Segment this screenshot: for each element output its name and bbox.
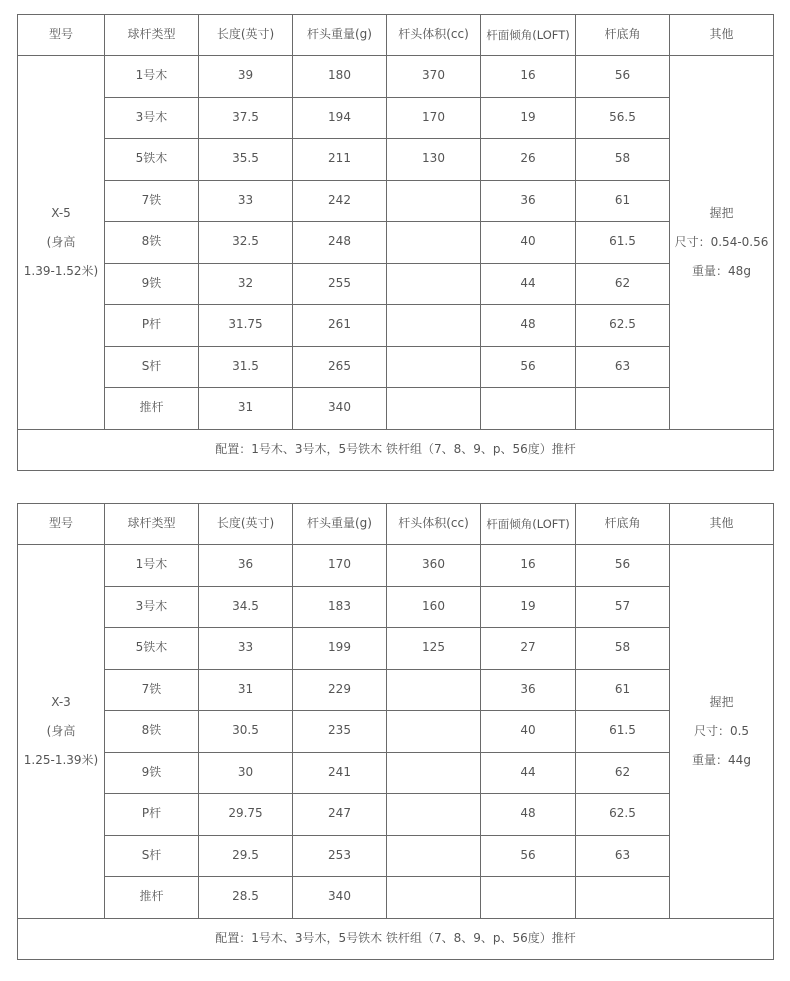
club-type-cell: P杆 — [105, 794, 199, 836]
lie-angle-cell: 58 — [576, 139, 670, 181]
head-volume-cell — [387, 794, 481, 836]
head-weight-cell: 248 — [293, 222, 387, 264]
head-weight-cell: 199 — [293, 628, 387, 670]
club-type-cell: 7铁 — [105, 180, 199, 222]
length-cell: 34.5 — [199, 586, 293, 628]
head-volume-cell: 130 — [387, 139, 481, 181]
header-head-volume: 杆头体积(cc) — [387, 15, 481, 56]
length-cell: 32 — [199, 263, 293, 305]
club-type-cell: 1号木 — [105, 545, 199, 587]
loft-cell — [481, 877, 576, 919]
lie-angle-cell: 61.5 — [576, 711, 670, 753]
lie-angle-cell: 62 — [576, 752, 670, 794]
header-club-type: 球杆类型 — [105, 15, 199, 56]
header-head-weight: 杆头重量(g) — [293, 504, 387, 545]
loft-cell: 40 — [481, 222, 576, 264]
head-volume-cell: 170 — [387, 97, 481, 139]
loft-cell: 56 — [481, 835, 576, 877]
head-volume-cell: 160 — [387, 586, 481, 628]
head-weight-cell: 235 — [293, 711, 387, 753]
table-row — [18, 628, 774, 670]
head-weight-cell: 183 — [293, 586, 387, 628]
height-range: 1.25-1.39米) — [23, 752, 99, 767]
head-volume-cell — [387, 835, 481, 877]
header-model: 型号 — [18, 15, 105, 56]
table-row — [18, 305, 774, 347]
table-row — [18, 263, 774, 305]
grip-cell — [670, 545, 774, 919]
loft-cell: 56 — [481, 346, 576, 388]
club-type-cell: 3号木 — [105, 97, 199, 139]
length-cell: 33 — [199, 180, 293, 222]
loft-cell: 16 — [481, 545, 576, 587]
length-cell: 39 — [199, 56, 293, 98]
head-volume-cell — [387, 752, 481, 794]
club-type-cell: 3号木 — [105, 586, 199, 628]
loft-cell: 44 — [481, 263, 576, 305]
table-row — [18, 139, 774, 181]
lie-angle-cell: 62 — [576, 263, 670, 305]
height-label: (身高 — [46, 723, 76, 738]
head-weight-cell: 265 — [293, 346, 387, 388]
head-weight-cell: 229 — [293, 669, 387, 711]
lie-angle-cell: 57 — [576, 586, 670, 628]
head-volume-cell: 125 — [387, 628, 481, 670]
length-cell: 31.75 — [199, 305, 293, 347]
header-head-volume: 杆头体积(cc) — [387, 504, 481, 545]
loft-cell — [481, 388, 576, 430]
lie-angle-cell: 56 — [576, 56, 670, 98]
head-volume-cell — [387, 346, 481, 388]
table-row — [18, 711, 774, 753]
loft-cell: 27 — [481, 628, 576, 670]
header-lie-angle: 杆底角 — [576, 504, 670, 545]
table-row — [18, 545, 774, 587]
club-type-cell: 9铁 — [105, 263, 199, 305]
club-type-cell: S杆 — [105, 346, 199, 388]
length-cell: 31 — [199, 669, 293, 711]
length-cell: 33 — [199, 628, 293, 670]
table-row — [18, 877, 774, 919]
head-volume-cell — [387, 305, 481, 347]
config-row — [18, 429, 774, 470]
loft-cell: 26 — [481, 139, 576, 181]
lie-angle-cell — [576, 877, 670, 919]
lie-angle-cell: 63 — [576, 835, 670, 877]
table-row — [18, 835, 774, 877]
loft-cell: 36 — [481, 669, 576, 711]
lie-angle-cell: 63 — [576, 346, 670, 388]
length-cell: 32.5 — [199, 222, 293, 264]
club-type-cell: 5铁木 — [105, 628, 199, 670]
table-row — [18, 586, 774, 628]
head-weight-cell: 261 — [293, 305, 387, 347]
table-row — [18, 56, 774, 98]
table-row — [18, 180, 774, 222]
head-volume-cell — [387, 222, 481, 264]
length-cell: 28.5 — [199, 877, 293, 919]
club-type-cell: 7铁 — [105, 669, 199, 711]
lie-angle-cell: 58 — [576, 628, 670, 670]
header-lie-angle: 杆底角 — [576, 15, 670, 56]
loft-cell: 44 — [481, 752, 576, 794]
lie-angle-cell: 61.5 — [576, 222, 670, 264]
head-volume-cell — [387, 180, 481, 222]
head-weight-cell: 170 — [293, 545, 387, 587]
table-row — [18, 388, 774, 430]
head-volume-cell: 360 — [387, 545, 481, 587]
header-club-type: 球杆类型 — [105, 504, 199, 545]
head-weight-cell: 242 — [293, 180, 387, 222]
loft-cell: 19 — [481, 97, 576, 139]
head-weight-cell: 340 — [293, 388, 387, 430]
config-row — [18, 918, 774, 959]
table-row — [18, 752, 774, 794]
lie-angle-cell: 61 — [576, 180, 670, 222]
grip-weight: 重量：44g — [692, 752, 751, 767]
grip-weight: 重量：48g — [692, 263, 751, 278]
length-cell: 31.5 — [199, 346, 293, 388]
head-volume-cell — [387, 263, 481, 305]
loft-cell: 48 — [481, 794, 576, 836]
length-cell: 36 — [199, 545, 293, 587]
length-cell: 35.5 — [199, 139, 293, 181]
spec-table-x3 — [17, 503, 774, 960]
club-type-cell: 推杆 — [105, 388, 199, 430]
model-cell — [18, 545, 105, 919]
grip-size: 尺寸：0.54-0.56 — [674, 234, 769, 249]
lie-angle-cell: 56 — [576, 545, 670, 587]
lie-angle-cell — [576, 388, 670, 430]
header-length: 长度(英寸) — [199, 15, 293, 56]
head-volume-cell: 370 — [387, 56, 481, 98]
club-type-cell: 1号木 — [105, 56, 199, 98]
loft-cell: 40 — [481, 711, 576, 753]
spec-table-x5 — [17, 14, 774, 471]
head-weight-cell: 241 — [293, 752, 387, 794]
header-row — [18, 15, 774, 56]
loft-cell: 36 — [481, 180, 576, 222]
header-row — [18, 504, 774, 545]
header-other: 其他 — [670, 15, 774, 56]
head-weight-cell: 255 — [293, 263, 387, 305]
header-model: 型号 — [18, 504, 105, 545]
model-cell — [18, 56, 105, 430]
head-volume-cell — [387, 388, 481, 430]
loft-cell: 19 — [481, 586, 576, 628]
head-weight-cell: 194 — [293, 97, 387, 139]
head-weight-cell: 247 — [293, 794, 387, 836]
loft-cell: 16 — [481, 56, 576, 98]
grip-title: 握把 — [709, 205, 734, 220]
grip-title: 握把 — [709, 694, 734, 709]
config-text: 配置：1号木、3号木，5号铁木 铁杆组（7、8、9、p、56度）推杆 — [18, 918, 774, 959]
lie-angle-cell: 62.5 — [576, 305, 670, 347]
table-row — [18, 97, 774, 139]
table-row — [18, 346, 774, 388]
header-loft: 杆面倾角(LOFT) — [481, 15, 576, 56]
club-type-cell: 5铁木 — [105, 139, 199, 181]
club-type-cell: 8铁 — [105, 222, 199, 264]
height-label: (身高 — [46, 234, 76, 249]
length-cell: 30.5 — [199, 711, 293, 753]
club-type-cell: S杆 — [105, 835, 199, 877]
length-cell: 30 — [199, 752, 293, 794]
loft-cell: 48 — [481, 305, 576, 347]
table-row — [18, 669, 774, 711]
length-cell: 31 — [199, 388, 293, 430]
lie-angle-cell: 62.5 — [576, 794, 670, 836]
config-text: 配置：1号木、3号木，5号铁木 铁杆组（7、8、9、p、56度）推杆 — [18, 429, 774, 470]
grip-size: 尺寸：0.5 — [693, 723, 750, 738]
head-weight-cell: 253 — [293, 835, 387, 877]
model-name: X-3 — [51, 694, 71, 709]
length-cell: 29.5 — [199, 835, 293, 877]
grip-cell — [670, 56, 774, 430]
head-volume-cell — [387, 877, 481, 919]
length-cell: 37.5 — [199, 97, 293, 139]
club-type-cell: 推杆 — [105, 877, 199, 919]
lie-angle-cell: 61 — [576, 669, 670, 711]
height-range: 1.39-1.52米) — [23, 263, 99, 278]
head-volume-cell — [387, 711, 481, 753]
header-other: 其他 — [670, 504, 774, 545]
club-type-cell: 8铁 — [105, 711, 199, 753]
lie-angle-cell: 56.5 — [576, 97, 670, 139]
club-type-cell: P杆 — [105, 305, 199, 347]
head-volume-cell — [387, 669, 481, 711]
club-type-cell: 9铁 — [105, 752, 199, 794]
table-row — [18, 222, 774, 264]
header-head-weight: 杆头重量(g) — [293, 15, 387, 56]
header-loft: 杆面倾角(LOFT) — [481, 504, 576, 545]
head-weight-cell: 180 — [293, 56, 387, 98]
length-cell: 29.75 — [199, 794, 293, 836]
head-weight-cell: 340 — [293, 877, 387, 919]
model-name: X-5 — [51, 205, 71, 220]
header-length: 长度(英寸) — [199, 504, 293, 545]
head-weight-cell: 211 — [293, 139, 387, 181]
table-row — [18, 794, 774, 836]
